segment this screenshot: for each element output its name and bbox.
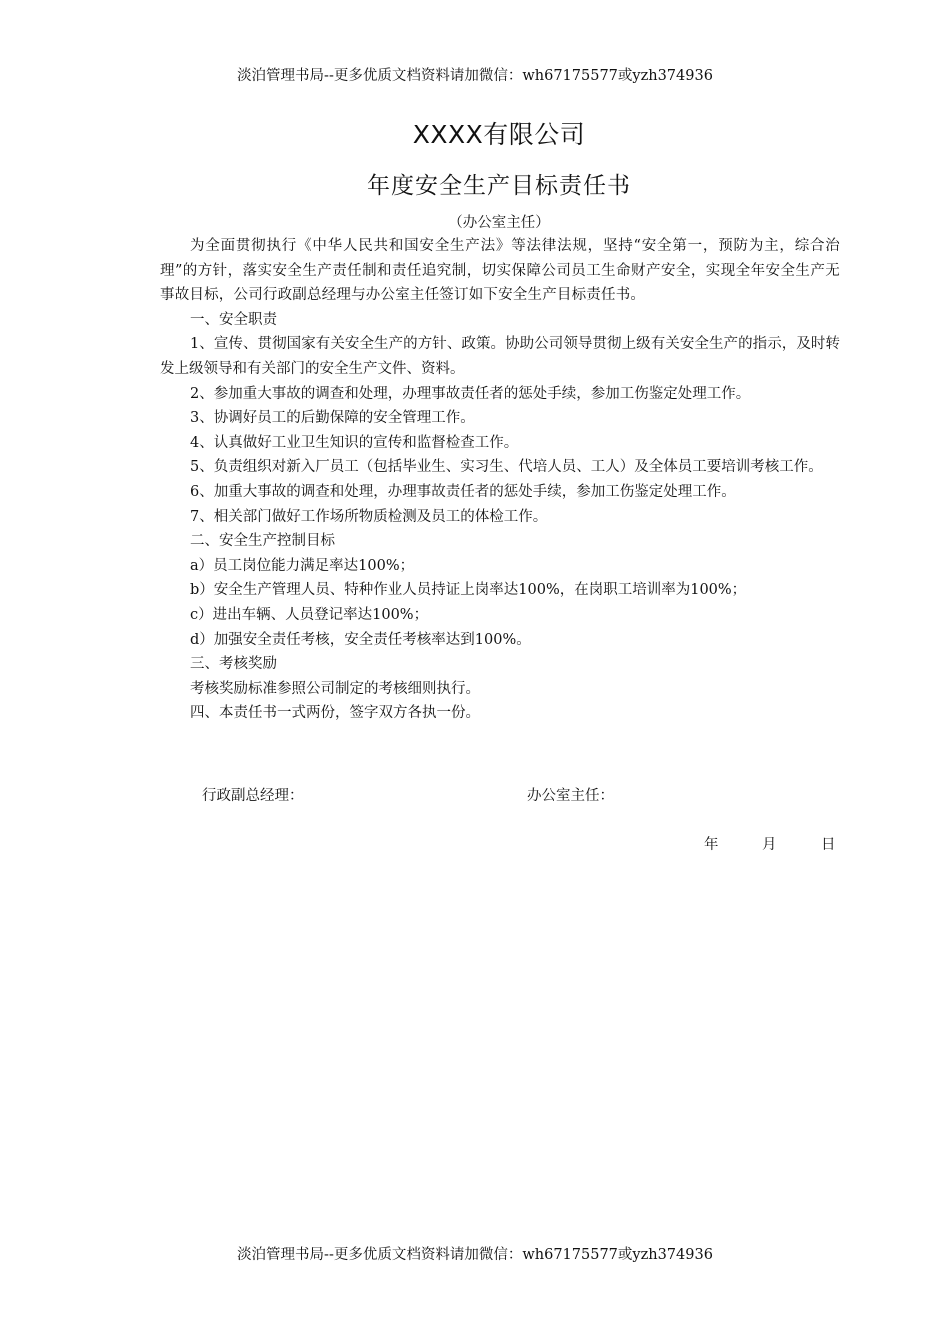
duty-item: 7、相关部门做好工作场所物质检测及员工的体检工作。 xyxy=(190,508,548,525)
duty-item: 3、协调好员工的后勤保障的安全管理工作。 xyxy=(190,410,475,427)
section-heading-rewards: 三、考核奖励 xyxy=(190,656,277,673)
duty-item: 2、参加重大事故的调查和处理，办理事故责任者的惩处手续，参加工伤鉴定处理工作。 xyxy=(190,385,751,402)
target-item: d）加强安全责任考核，安全责任考核率达到100%。 xyxy=(190,631,531,648)
header-watermark-note: 淡泊管理书局--更多优质文档资料请加微信：wh67175577或yzh374936 xyxy=(237,68,713,84)
duty-item: 4、认真做好工业卫生知识的宣传和监督检查工作。 xyxy=(190,434,519,451)
duty-item: 1、宣传、贯彻国家有关安全生产的方针、政策。协助公司领导贯彻上级有关安全生产的指示，及时转发上级领导和有关部门的安全生产文件、资料。 xyxy=(160,336,840,377)
section-heading-targets: 二、安全生产控制目标 xyxy=(190,533,335,550)
document-title: 年度安全生产目标责任书 xyxy=(367,173,631,199)
target-item: b）安全生产管理人员、特种作业人员持证上岗率达100%，在岗职工培训率为100%； xyxy=(190,582,747,599)
duty-item: 5、负责组织对新入厂员工（包括毕业生、实习生、代培人员、工人）及全体员工要培训考核工作。 xyxy=(190,459,823,476)
signature-label-office-director: 办公室主任： xyxy=(527,788,614,804)
document-body xyxy=(160,234,840,726)
signature-label-deputy-gm: 行政副总经理： xyxy=(202,788,304,804)
duty-item: 6、加重大事故的调查和处理，办理事故责任者的惩处手续，参加工伤鉴定处理工作。 xyxy=(190,483,736,500)
company-title: XXXX有限公司 xyxy=(412,120,586,149)
footer-watermark-note: 淡泊管理书局--更多优质文档资料请加微信：wh67175577或yzh374936 xyxy=(237,1247,713,1263)
date-year-label: 年 xyxy=(704,837,719,853)
date-day-label: 日 xyxy=(821,837,836,853)
signature-row xyxy=(0,784,950,808)
intro-paragraph: 为全面贯彻执行《中华人民共和国安全生产法》等法律法规，坚持“安全第一，预防为主，综合治理”的方针，落实安全生产责任制和责任追究制，切实保障公司员工生命财产安全，实现全年安全生产无事故目标，公司行政副总经理与办公室主任签订如下安全生产目标责任书。 xyxy=(160,238,840,304)
target-item: c）进出车辆、人员登记率达100%； xyxy=(190,606,429,623)
section-heading-duties: 一、安全职责 xyxy=(190,311,277,328)
date-month-label: 月 xyxy=(762,837,777,853)
date-row xyxy=(0,833,950,857)
target-item: a）员工岗位能力满足率达100%； xyxy=(190,557,415,574)
section-heading-copies: 四、本责任书一式两份，签字双方各执一份。 xyxy=(190,705,480,722)
document-subtitle: （办公室主任） xyxy=(448,215,550,231)
rewards-text: 考核奖励标准参照公司制定的考核细则执行。 xyxy=(190,680,480,697)
